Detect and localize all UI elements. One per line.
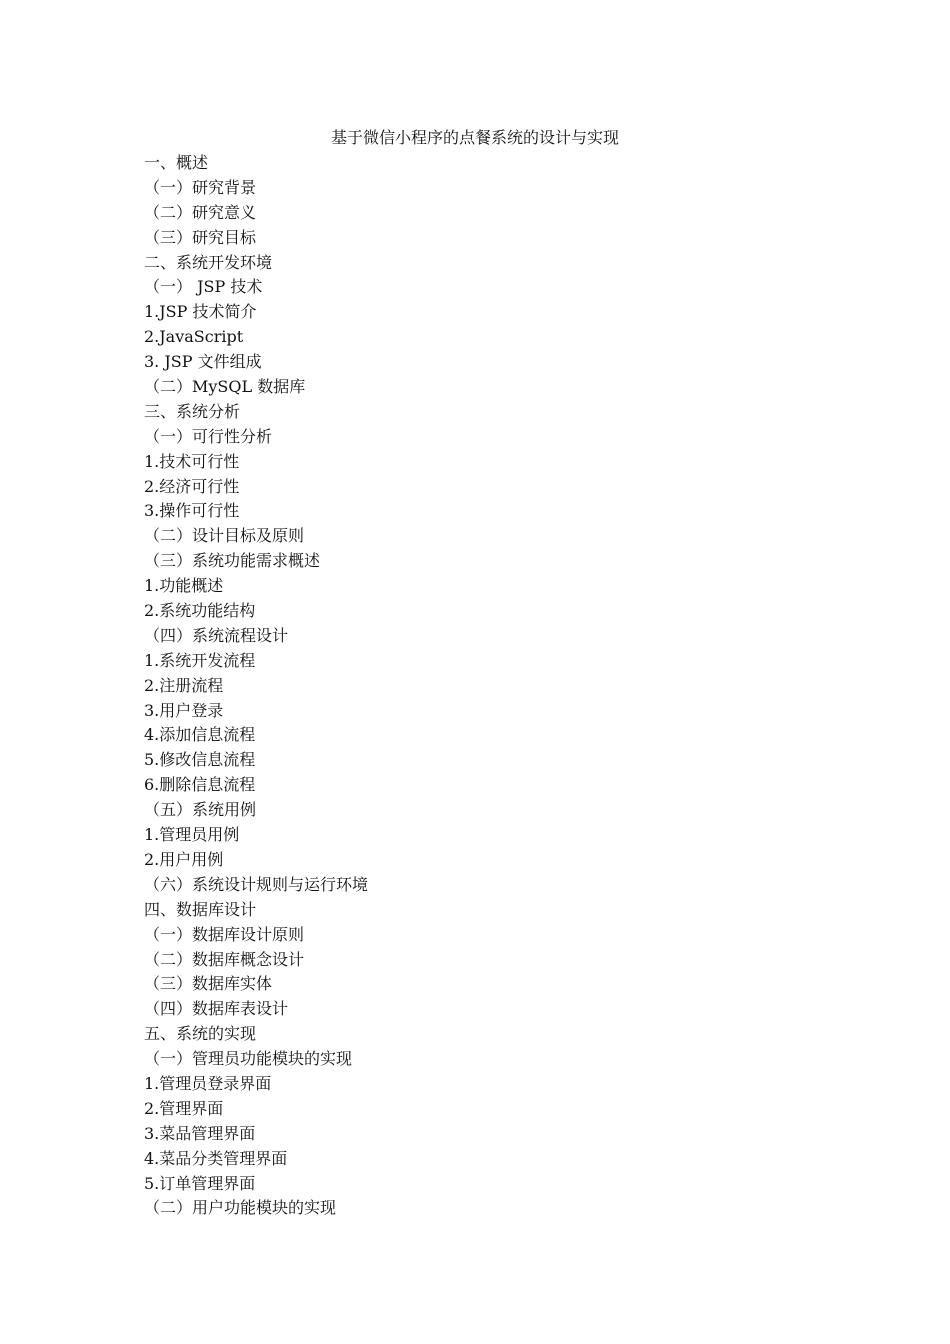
outline-item: 2.用户用例 bbox=[144, 849, 224, 869]
outline-item: （一）数据库设计原则 bbox=[144, 924, 305, 944]
outline-item: 5.修改信息流程 bbox=[144, 750, 256, 770]
outline-list bbox=[144, 151, 844, 1221]
outline-item: （三）系统功能需求概述 bbox=[144, 551, 321, 571]
outline-item: 二、系统开发环境 bbox=[144, 252, 273, 272]
outline-item: 五、系统的实现 bbox=[144, 1024, 257, 1044]
outline-item: （二）设计目标及原则 bbox=[144, 526, 305, 546]
document-title: 基于微信小程序的点餐系统的设计与实现 bbox=[330, 128, 619, 147]
outline-item: 2.注册流程 bbox=[144, 675, 224, 695]
outline-item: （三）数据库实体 bbox=[144, 974, 273, 994]
outline-item: 1.功能概述 bbox=[144, 576, 224, 596]
outline-item: 3.菜品管理界面 bbox=[144, 1123, 256, 1143]
outline-item: （五）系统用例 bbox=[144, 800, 257, 820]
outline-item: （二）MySQL 数据库 bbox=[144, 377, 306, 397]
outline-item: 2.系统功能结构 bbox=[144, 601, 256, 621]
outline-item: 三、系统分析 bbox=[144, 401, 241, 421]
outline-item: 4.添加信息流程 bbox=[144, 725, 256, 745]
outline-item: 6.删除信息流程 bbox=[144, 775, 256, 795]
outline-item: （一）可行性分析 bbox=[144, 426, 273, 446]
outline-item: 3.操作可行性 bbox=[144, 501, 240, 521]
outline-item: 2.JavaScript bbox=[144, 327, 244, 347]
outline-item: 5.订单管理界面 bbox=[144, 1173, 256, 1193]
outline-item: （三）研究目标 bbox=[144, 227, 257, 247]
outline-item: （一） JSP 技术 bbox=[144, 277, 263, 297]
outline-item: 2.管理界面 bbox=[144, 1098, 224, 1118]
outline-item: （一）管理员功能模块的实现 bbox=[144, 1049, 353, 1069]
outline-item: 四、数据库设计 bbox=[144, 899, 257, 919]
outline-item: （四）系统流程设计 bbox=[144, 625, 289, 645]
outline-item: （二）数据库概念设计 bbox=[144, 949, 305, 969]
outline-item: （四）数据库表设计 bbox=[144, 999, 289, 1019]
outline-item: 1.技术可行性 bbox=[144, 451, 240, 471]
outline-item: 2.经济可行性 bbox=[144, 476, 240, 496]
outline-item: 3.用户登录 bbox=[144, 700, 224, 720]
outline-item: （二）用户功能模块的实现 bbox=[144, 1198, 337, 1218]
outline-item: （六）系统设计规则与运行环境 bbox=[144, 874, 369, 894]
outline-item: 1.系统开发流程 bbox=[144, 650, 256, 670]
outline-item: （二）研究意义 bbox=[144, 202, 257, 222]
outline-item: 1.管理员登录界面 bbox=[144, 1073, 272, 1093]
outline-item: 一、概述 bbox=[144, 153, 209, 172]
outline-item: 1.管理员用例 bbox=[144, 825, 240, 845]
outline-item: 4.菜品分类管理界面 bbox=[144, 1148, 288, 1168]
outline-item: （一）研究背景 bbox=[144, 177, 257, 197]
outline-item: 1.JSP 技术简介 bbox=[144, 302, 257, 322]
outline-item: 3. JSP 文件组成 bbox=[144, 352, 262, 372]
